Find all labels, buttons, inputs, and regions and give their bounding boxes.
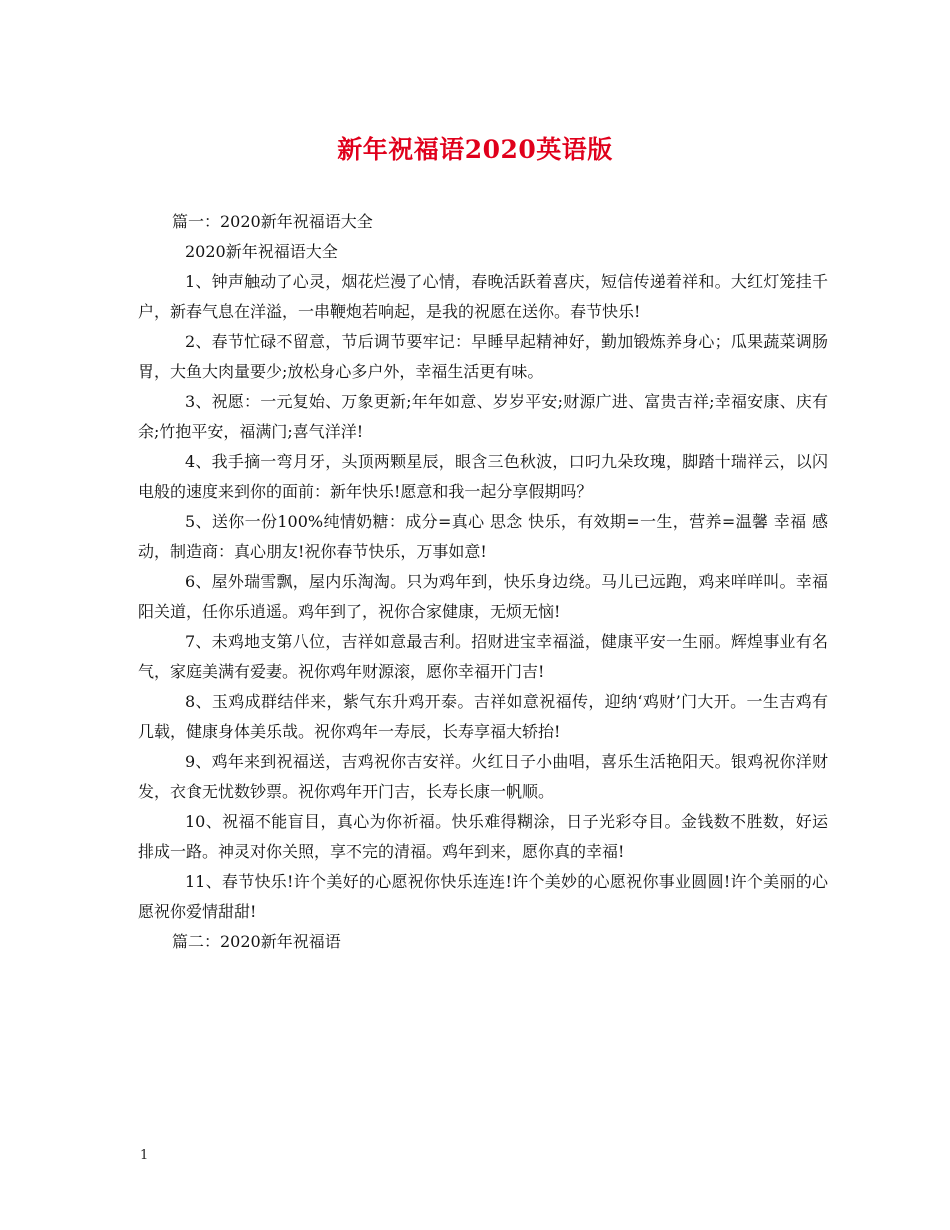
greeting-item-1: 1、钟声触动了心灵，烟花烂漫了心情，春晚活跃着喜庆，短信传递着祥和。大红灯笼挂千户，新春气息在洋溢，一串鞭炮若响起，是我的祝愿在送你。春节快乐! bbox=[138, 272, 828, 321]
section-2-heading: 篇二：2020新年祝福语 bbox=[172, 932, 341, 951]
greeting-item-9: 9、鸡年来到祝福送，吉鸡祝你吉安祥。火红日子小曲唱，喜乐生活艳阳天。银鸡祝你洋财发，衣食无忧数钞票。祝你鸡年开门吉，长寿长康一帆顺。 bbox=[138, 752, 828, 801]
greeting-item-6: 6、屋外瑞雪飘，屋内乐淘淘。只为鸡年到，快乐身边绕。马儿已远跑，鸡来咩咩叫。幸福阳关道，任你乐逍遥。鸡年到了，祝你合家健康，无烦无恼! bbox=[138, 572, 828, 621]
greeting-item-11: 11、春节快乐!许个美好的心愿祝你快乐连连!许个美妙的心愿祝你事业圆圆!许个美丽的心愿祝你爱情甜甜! bbox=[138, 872, 828, 921]
document-title: 新年祝福语2020英语版 bbox=[337, 135, 613, 164]
greeting-item-7: 7、未鸡地支第八位，吉祥如意最吉利。招财进宝幸福溢，健康平安一生丽。辉煌事业有名气，家庭美满有爱妻。祝你鸡年财源滚，愿你幸福开门吉! bbox=[138, 632, 828, 681]
greeting-item-3: 3、祝愿：一元复始、万象更新;年年如意、岁岁平安;财源广进、富贵吉祥;幸福安康、庆有余;竹抱平安，福满门;喜气洋洋! bbox=[138, 392, 828, 441]
greeting-item-2: 2、春节忙碌不留意，节后调节要牢记：早睡早起精神好，勤加锻炼养身心；瓜果蔬菜调肠胃，大鱼大肉量要少;放松身心多户外，幸福生活更有味。 bbox=[138, 332, 828, 381]
section-1-heading: 篇一：2020新年祝福语大全 bbox=[172, 212, 373, 231]
document-body bbox=[138, 207, 828, 957]
greeting-item-4: 4、我手摘一弯月牙，头顶两颗星辰，眼含三色秋波，口叼九朵玫瑰，脚踏十瑞祥云，以闪电般的速度来到你的面前：新年快乐!愿意和我一起分享假期吗？ bbox=[138, 452, 828, 501]
greeting-item-8: 8、玉鸡成群结伴来，紫气东升鸡开泰。吉祥如意祝福传，迎纳‘鸡财’门大开。一生吉鸡有几载，健康身体美乐哉。祝你鸡年一寿辰，长寿享福大轿抬! bbox=[138, 692, 828, 741]
greeting-item-5: 5、送你一份100%纯情奶糖：成分=真心 思念 快乐，有效期=一生，营养=温馨 幸福 感动，制造商：真心朋友!祝你春节快乐，万事如意! bbox=[138, 512, 828, 561]
section-1-subtitle: 2020新年祝福语大全 bbox=[185, 242, 338, 261]
greeting-item-10: 10、祝福不能盲目，真心为你祈福。快乐难得糊涂，日子光彩夺目。金钱数不胜数，好运排成一路。神灵对你关照，享不完的清福。鸡年到来，愿你真的幸福! bbox=[138, 812, 828, 861]
page-number: 1 bbox=[140, 1148, 149, 1163]
